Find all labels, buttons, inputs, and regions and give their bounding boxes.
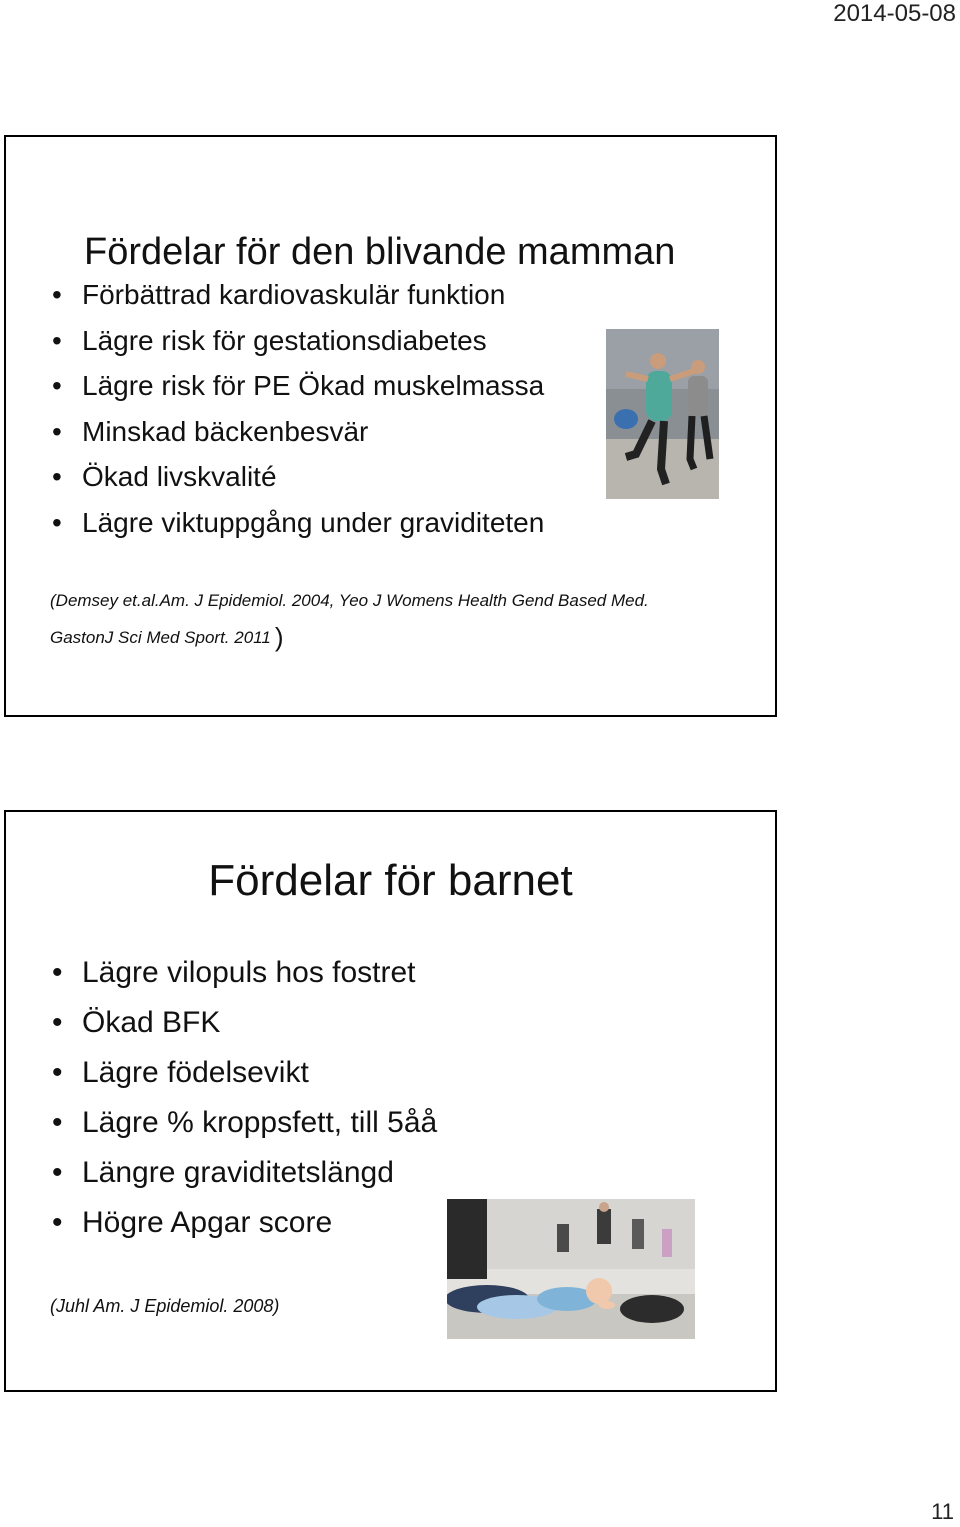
bullet-item: • Lägre vilopuls hos fostret	[52, 954, 437, 1004]
reference-text: GastonJ Sci Med Sport. 2011	[50, 628, 271, 647]
header-date: 2014-05-08	[833, 0, 956, 27]
bullet-item: • Ökad BFK	[52, 1004, 437, 1054]
bullet-item: • Ökad livskvalité	[52, 460, 544, 506]
bullet-item: • Lägre risk för PE Ökad muskelmassa	[52, 369, 544, 415]
slide-child-benefits	[4, 810, 777, 1392]
bullet-item: • Lägre risk för gestationsdiabetes	[52, 324, 544, 370]
exercise-class-photo	[606, 329, 719, 499]
bullet-item: • Lägre % kroppsfett, till 5åå	[52, 1104, 437, 1154]
reference-line-2	[50, 622, 283, 653]
bullet-item: • Lägre födelsevikt	[52, 1054, 437, 1104]
bullet-item: • Lägre viktuppgång under graviditeten	[52, 506, 544, 552]
bullet-list	[52, 278, 544, 551]
page-number: 11	[931, 1499, 954, 1524]
reference: (Juhl Am. J Epidemiol. 2008)	[50, 1296, 280, 1316]
baby-on-floor-photo	[447, 1199, 695, 1339]
slide-mother-benefits	[4, 135, 777, 717]
slide-title: Fördelar för barnet	[208, 856, 573, 905]
bullet-item: • Längre graviditetslängd	[52, 1154, 437, 1204]
reference-line-1: (Demsey et.al.Am. J Epidemiol. 2004, Yeo J Womens Health Gend Based Med.	[50, 591, 649, 610]
slide-title: Fördelar för den blivande mamman	[84, 231, 676, 273]
reference-close-paren: )	[274, 622, 284, 652]
bullet-list	[52, 954, 437, 1254]
bullet-item: • Förbättrad kardiovaskulär funktion	[52, 278, 544, 324]
bullet-item: • Högre Apgar score	[52, 1204, 437, 1254]
bullet-item: • Minskad bäckenbesvär	[52, 415, 544, 461]
